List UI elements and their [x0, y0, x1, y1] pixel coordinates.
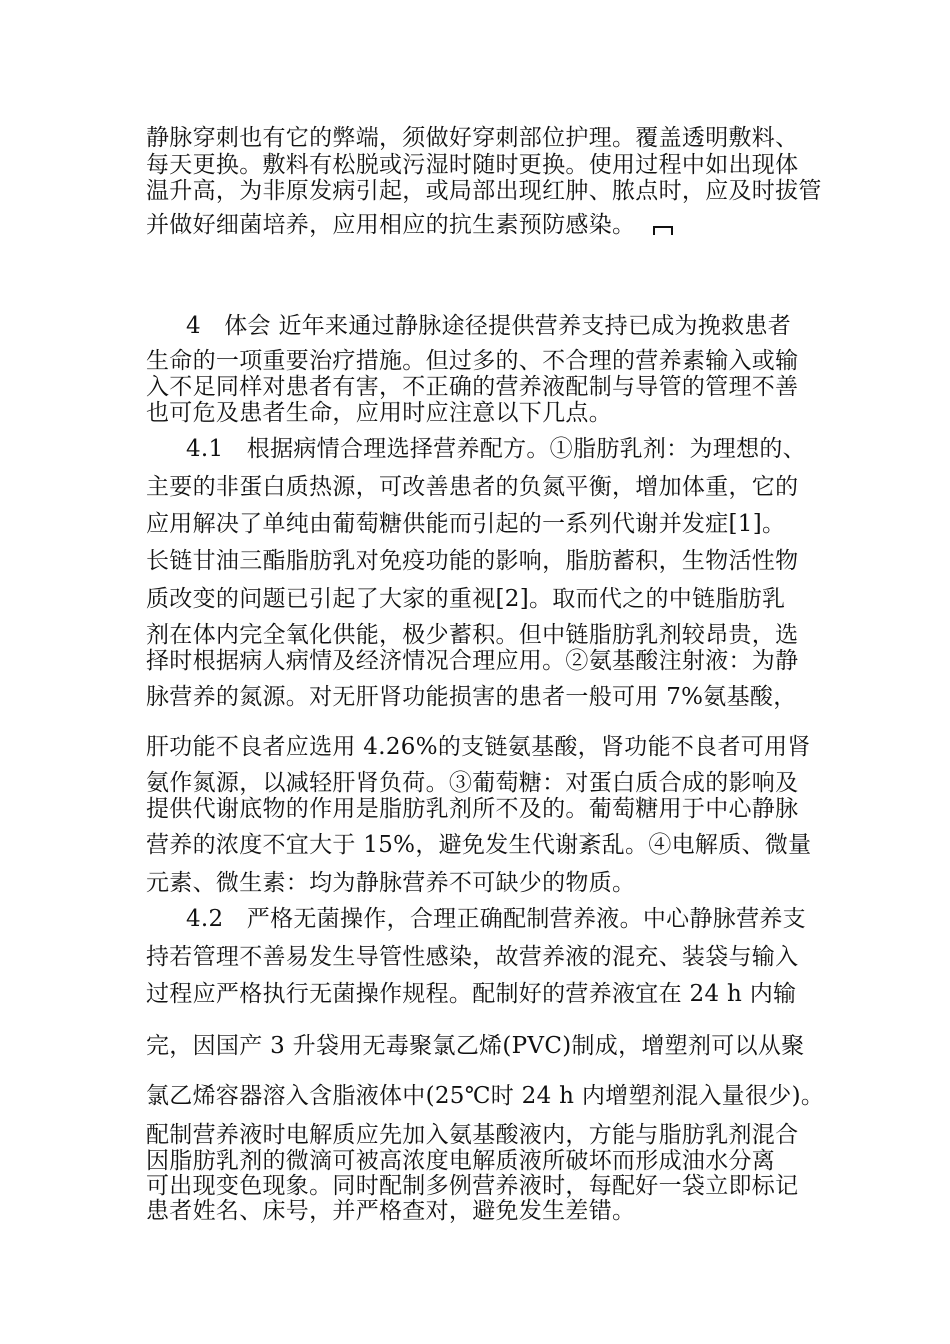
subsection-heading-4-2: 4.2 严格无菌操作，合理正确配制营养液。中心静脉营养支: [186, 906, 806, 932]
text-line: 脉营养的氮源。对无肝肾功能损害的患者一般可用 7%氨基酸，: [146, 684, 797, 710]
text-line: 因脂肪乳剂的微滴可被高浓度电解质液所破坏而形成油水分离: [146, 1148, 776, 1174]
text-line: 完，因国产 3 升袋用无毒聚氯乙烯(PVC)制成，增塑剂可以从聚: [146, 1033, 805, 1059]
text-line: 长链甘油三酯脂肪乳对免疫功能的影响，脂肪蓄积，生物活性物: [146, 548, 799, 574]
text-line: 可出现变色现象。同时配制多例营养液时，每配好一袋立即标记: [146, 1173, 799, 1199]
text-line: 并做好细菌培养，应用相应的抗生素预防感染。: [146, 212, 636, 238]
section-heading-4: 4 体会 近年来通过静脉途径提供营养支持已成为挽救患者: [186, 313, 792, 339]
text-line: 入不足同样对患者有害，不正确的营养液配制与导管的管理不善: [146, 374, 799, 400]
text-line: 择时根据病人病情及经济情况合理应用。②氨基酸注射液：为静: [146, 648, 799, 674]
text-line: 温升高，为非原发病引起，或局部出现红肿、脓点时，应及时拔管: [146, 178, 822, 204]
text-line: 剂在体内完全氧化供能，极少蓄积。但中链脂肪乳剂较昂贵，选: [146, 622, 799, 648]
text-line: 元素、微生素：均为静脉营养不可缺少的物质。: [146, 870, 636, 896]
corner-mark-icon: [653, 224, 673, 236]
text-line: 主要的非蛋白质热源，可改善患者的负氮平衡，增加体重，它的: [146, 474, 799, 500]
text-line: 生命的一项重要治疗措施。但过多的、不合理的营养素输入或输: [146, 348, 799, 374]
text-line: 静脉穿刺也有它的弊端，须做好穿刺部位护理。覆盖透明敷料、: [146, 125, 799, 151]
text-line: 过程应严格执行无菌操作规程。配制好的营养液宜在 24 h 内输: [146, 981, 797, 1007]
text-line: 肝功能不良者应选用 4.26%的支链氨基酸，肾功能不良者可用肾: [146, 734, 811, 760]
text-line: 配制营养液时电解质应先加入氨基酸液内，方能与脂肪乳剂混合: [146, 1122, 799, 1148]
text-line: 质改变的问题已引起了大家的重视[2]。取而代之的中链脂肪乳: [146, 586, 786, 612]
text-line: 提供代谢底物的作用是脂肪乳剂所不及的。葡萄糖用于中心静脉: [146, 796, 799, 822]
text-line: 持若管理不善易发生导管性感染，故营养液的混充、装袋与输入: [146, 944, 799, 970]
subsection-heading-4-1: 4.1 根据病情合理选择营养配方。①脂肪乳剂：为理想的、: [186, 436, 806, 462]
text-line: 每天更换。敷料有松脱或污湿时随时更换。使用过程中如出现体: [146, 152, 799, 178]
text-line: 也可危及患者生命，应用时应注意以下几点。: [146, 400, 612, 426]
text-line: 患者姓名、床号，并严格查对，避免发生差错。: [146, 1198, 636, 1224]
text-line: 营养的浓度不宜大于 15%，避免发生代谢紊乱。④电解质、微量: [146, 832, 812, 858]
text-line: 氨作氮源，以减轻肝肾负荷。③葡萄糖：对蛋白质合成的影响及: [146, 770, 799, 796]
text-line: 氯乙烯容器溶入含脂液体中(25℃时 24 h 内增塑剂混入量很少)。: [146, 1083, 825, 1109]
text-line: 应用解决了单纯由葡萄糖供能而引起的一系列代谢并发症[1]。: [146, 511, 786, 537]
